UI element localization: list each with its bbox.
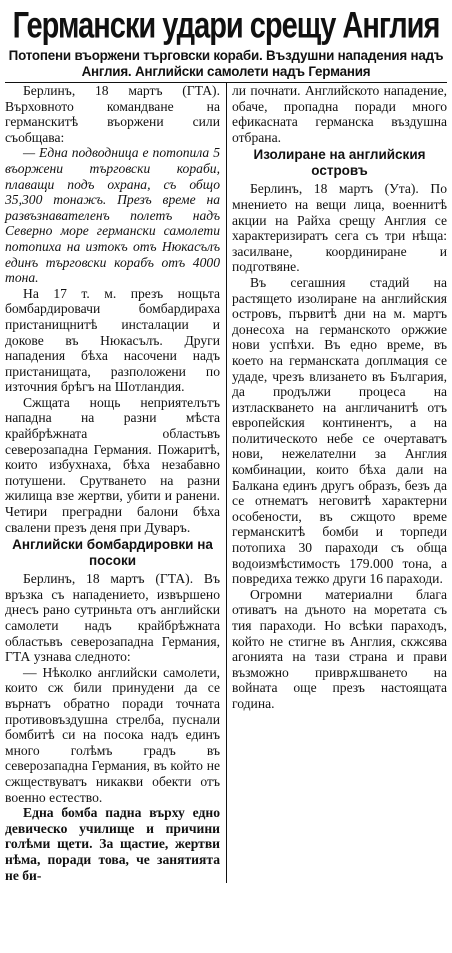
paragraph: Сжщата нощь неприятелътъ нападна на разни мѣста крайбрѣжната областьвъ северозападна Германия. Пожаритѣ, които избухнаха, бѣха незабавно потушени. Срутването на разни жилища взе жертви, убити и ранени. Четири преградни балони бѣха свалени презъ деня при Дуваръ.: [5, 394, 220, 535]
subheadline: Потопени въоржени търговски кораби. Въздушни нападения надъ Англия. Английски самолети надъ Германия: [8, 48, 444, 79]
paragraph: Берлинъ, 18 мартъ (Ута). По мнението на вещи лица, военнитѣ акции на Райха срещу Англия се характеризиратъ сега съ три нѣща: засилване, координиране и подготвяне.: [232, 181, 447, 275]
paragraph: Една бомба падна върху едно девическо училище и причини голѣми щети. За щастие, жертви нѣма, поради това, че занятията не би-: [5, 805, 220, 883]
paragraph: Въ сегашния стадий на растящето изолиране на английския островъ, първитѣ дни на м. мартъ донесоха на германското оржжие нови успѣхи. Въ едно време, въ което на германската доплмация се удаде, чрезъ влизането въ България, да продължи процеса на изтласкването на англичанитѣ отъ европейския континентъ, а на политическото небе се очертаватъ нови, нежелателни за Англия комбинации, които бѣха дали на Балкана единъ другъ образъ, безъ да се отнематъ неговитѣ характерни особености, въ сжщото време германскитѣ бомби и торпеди потопиха 30 параходи съ обща водоизмѣстимость 179.000 тона, а повредиха тежко други 16 параходи.: [232, 274, 447, 587]
right-column: [226, 83, 447, 883]
paragraph: Берлинъ, 18 мартъ (ГТА). Въ връзка съ нападението, извършено днесъ рано сутриньта отъ английски самолети надъ крайбрѣжната областьвъ северозападна Германия, ГТА узнава следното:: [5, 571, 220, 665]
paragraph: На 17 т. м. презъ нощьта бомбардировачи бомбардираха пристанищнитѣ инсталации и докове въ Нюкасълъ. Други нападения бѣха насочени надъ пристанищата, разположени по източния брѣгъ на Шотландия.: [5, 285, 220, 395]
headline: Германски удари срещу Англия: [12, 5, 440, 47]
paragraph: Огромни материални блага отиватъ на дъното на моретата съ тия параходи. Но всѣки параходъ, който не стигне въ Англия, скжсява агонията на тази страна и прави възможно приврѫшването на войната още презъ настоящата година.: [232, 586, 447, 711]
column-divider: [226, 83, 227, 883]
paragraph: — Нѣколко английски самолети, които сж били принудени да се върнатъ обратно поради точната противовъздушна стрелба, пуснали бомбитѣ си на посока надъ единъ много голѣмъ градъ въ северозападна Германия, въ който не сжществуватъ никакви обекти отъ военно естество.: [5, 664, 220, 805]
paragraph: — Една подводница е потопила 5 въоржени търговски кораби, плаващи подъ охрана, съ общо 35,300 тонажъ. Презъ време на развъзнавателенъ полетъ надъ Северно море германски самолети потопиха на изтокъ отъ Нюкасълъ единъ търговски корабъ отъ 4000 тона.: [5, 145, 220, 286]
section-title: Изолиране на английския островъ: [253, 147, 426, 179]
left-column: [5, 83, 226, 883]
paragraph: Берлинъ, 18 мартъ (ГТА). Върховното командване на германскитѣ въоржени сили съобщава:: [5, 83, 220, 145]
article-columns: [5, 83, 447, 883]
paragraph: ли почнати. Английското нападение, обаче, пропадна поради много ефикасната германска въздушна отбрана.: [232, 83, 447, 145]
section-title: Английски бомбардировки на посоки: [12, 537, 213, 569]
